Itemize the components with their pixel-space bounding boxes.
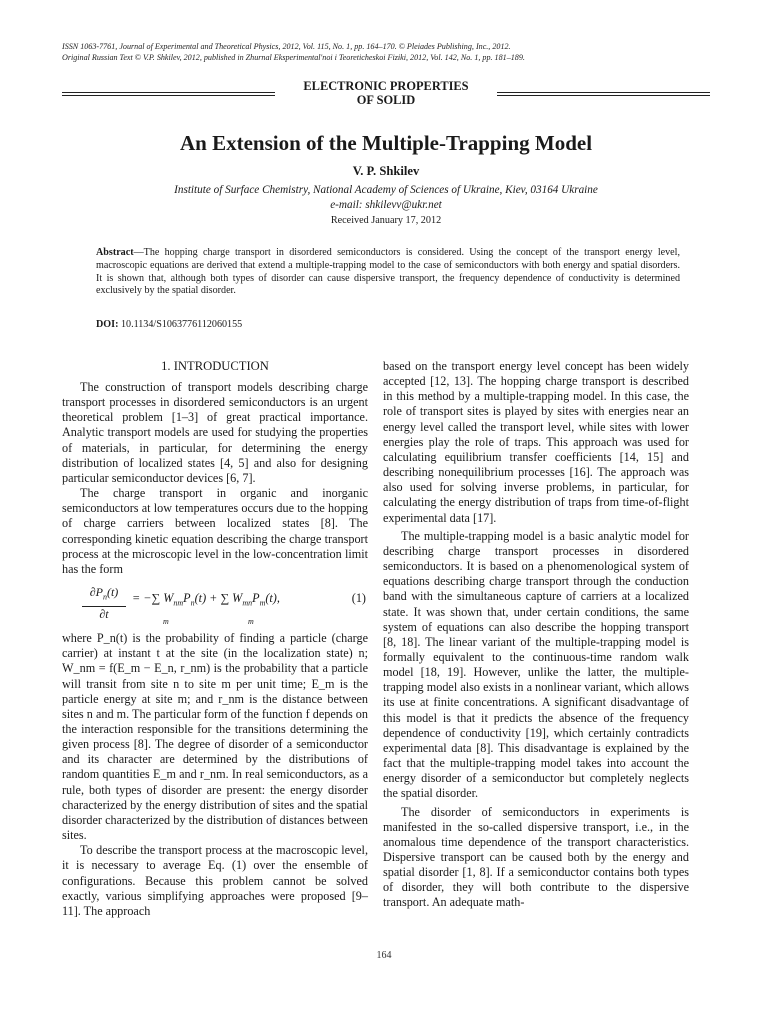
section-title-line2: OF SOLID xyxy=(356,93,416,107)
right-column xyxy=(383,359,689,911)
equation-lhs-fraction xyxy=(82,585,126,622)
section-title-line1: ELECTRONIC PROPERTIES xyxy=(303,79,469,93)
right-paragraph-2: The multiple-trapping model is a basic analytic model for describing charge transport processes in disordered semiconductors. It is based on a phenomenological system of equations describing charge transport through the conduction band with the simultaneous capture of carriers at a localized state. It was shown that, under certain conditions, the same system of equations can also describe the hopping transport [8, 18]. The linear variant of the multiple-trapping model is formally equivalent to the continuous-time random walk model [18, 19]. However, unlike the latter, the multiple-trapping model also exists in a nonlinear variant, which allows its use at finite concentrations. A significant disadvantage of this model is that it predicts the absence of the frequency dependence of conductivity [19], which certainly contradicts experimental data [8]. This disadvantage is explained by the fact that the multiple-trapping model takes into account the energy disorder of a semiconductor but completely neglects the spatial disorder. xyxy=(383,528,689,801)
introduction-heading: 1. INTRODUCTION xyxy=(161,359,269,373)
intro-paragraph-2: The charge transport in organic and inorganic semiconductors at low temperatures occurs due to the hopping of charge carriers between localized states [8]. The corresponding kinetic equation describing the charge transport process at the microscopic level in the low-concentration limit has the form xyxy=(62,486,368,576)
article-title: An Extension of the Multiple-Trapping Model xyxy=(179,131,593,155)
equation-lhs-denominator: ∂t xyxy=(99,606,109,621)
right-paragraph-3: The disorder of semiconductors in experiments is manifested in the so-called dispersive transport, i.e., in the anomalous time dependence of the transport characteristics. Dispersive transport can be caused both by the energy and spatial disorder [1, 8]. If a semiconductor contains both types of disorder, they will both contribute to the dispersive transport. An adequate math- xyxy=(383,804,689,910)
article-author: V. P. Shkilev xyxy=(352,164,420,178)
equation-1 xyxy=(62,581,368,629)
doi xyxy=(96,318,242,331)
page-number: 164 xyxy=(376,950,392,961)
journal-meta xyxy=(62,42,712,63)
intro-paragraph-4: To describe the transport process at the macroscopic level, it is necessary to average Eq. (1) over the ensemble of configurations. Because this problem cannot be solved exactly, various simplifying approaches were proposed [9–11]. The approach xyxy=(62,843,368,918)
abstract-text: —The hopping charge transport in disordered semiconductors is considered. Using the concept of the transport energy level, macroscopic equations are derived that extend a multiple-trapping model to the case of semiconductors with both energy and spatial disorders. It is shown that, although both types of disorder can cause dispersive transport, the frequency dependence of conductivity is determined exclusively by the spatial disorder. xyxy=(96,247,680,297)
equation-sum-index-1: m xyxy=(163,617,169,627)
equation-lhs-numerator: $\partial P_n(t)$ xyxy=(82,585,126,607)
author-affiliation: Institute of Surface Chemistry, National Academy of Sciences of Ukraine, Kiev, 03164 Ukraine xyxy=(174,184,598,196)
author-email: e-mail: shkilevv@ukr.net xyxy=(330,199,442,211)
section-rule-right xyxy=(497,92,710,96)
abstract-label: Abstract xyxy=(96,247,134,258)
right-paragraph-1: based on the transport energy level concept has been widely accepted [12, 13]. The hopping charge transport is described in this method by a multiple-trapping model. In this case, the role of transport sites is played by sites with energies near an energy level called the transport level, while sites with lower energies play the role of traps. This approach was used for calculating equilibrium transfer coefficients [14, 15] and describing nonequilibrium processes [16]. The approach was also used for solving inverse problems, in particular, for calculating the energy distribution of traps from time-of-flight experimental data [17]. xyxy=(383,359,689,525)
left-column xyxy=(62,358,368,919)
section-header xyxy=(62,79,710,111)
abstract xyxy=(96,247,680,298)
intro-paragraph-3: where P_n(t) is the probability of finding a particle (charge carrier) at instant t at the site (in the localization state) n; W_nm = f(E_m − E_n, r_nm) is the probability that a particle will transit from site n to site m per unit time; E_m is the particle energy at site m; and r_nm is the distance between sites n and m. The particular form of the function f depends on the interaction responsible for the transitions determining the given process [8]. The degree of disorder of a semiconductor and its character are determined by the distributions of random quantities E_m and r_nm. In real semiconductors, as a rule, both types of disorder are present: the energy disorder characterized by the energy distribution of sites and the spatial disorder characterized by the distribution of distances between sites. xyxy=(62,631,368,843)
author-affiliation-block xyxy=(62,183,710,213)
equation-sum-index-2: m xyxy=(248,617,254,627)
received-date: Received January 17, 2012 xyxy=(330,215,442,226)
section-rule-left xyxy=(62,92,275,96)
equation-number: (1) xyxy=(351,591,366,606)
section-title xyxy=(275,79,497,107)
doi-label: DOI: xyxy=(96,319,119,330)
journal-citation-line: ISSN 1063-7761, Journal of Experimental and Theoretical Physics, 2012, Vol. 115, No. 1, pp. 164–170. © Pleiades Publishing, Inc., 2012. xyxy=(62,42,511,51)
intro-paragraph-1: The construction of transport models describing charge transport processes in disordered semiconductors is an urgent theoretical problem [1–3] of great practical importance. Analytic transport models are used for studying the properties of materials, in particular, for determining the energy distribution of localized states [4, 5] and also for designing particular semiconductor devices [6, 7]. xyxy=(62,380,368,485)
original-text-line: Original Russian Text © V.P. Shkilev, 2012, published in Zhurnal Eksperimental'noi i Teoreticheskoi Fiziki, 2012, Vol. 142, No. 1, pp. 181–189. xyxy=(62,52,525,62)
equation-rhs: = −∑ $W_{nm}P_n(t)$ + ∑ $W_{mn}P_m(t)$, xyxy=(132,591,280,608)
doi-value: 10.1134/S1063776112060155 xyxy=(120,319,243,330)
